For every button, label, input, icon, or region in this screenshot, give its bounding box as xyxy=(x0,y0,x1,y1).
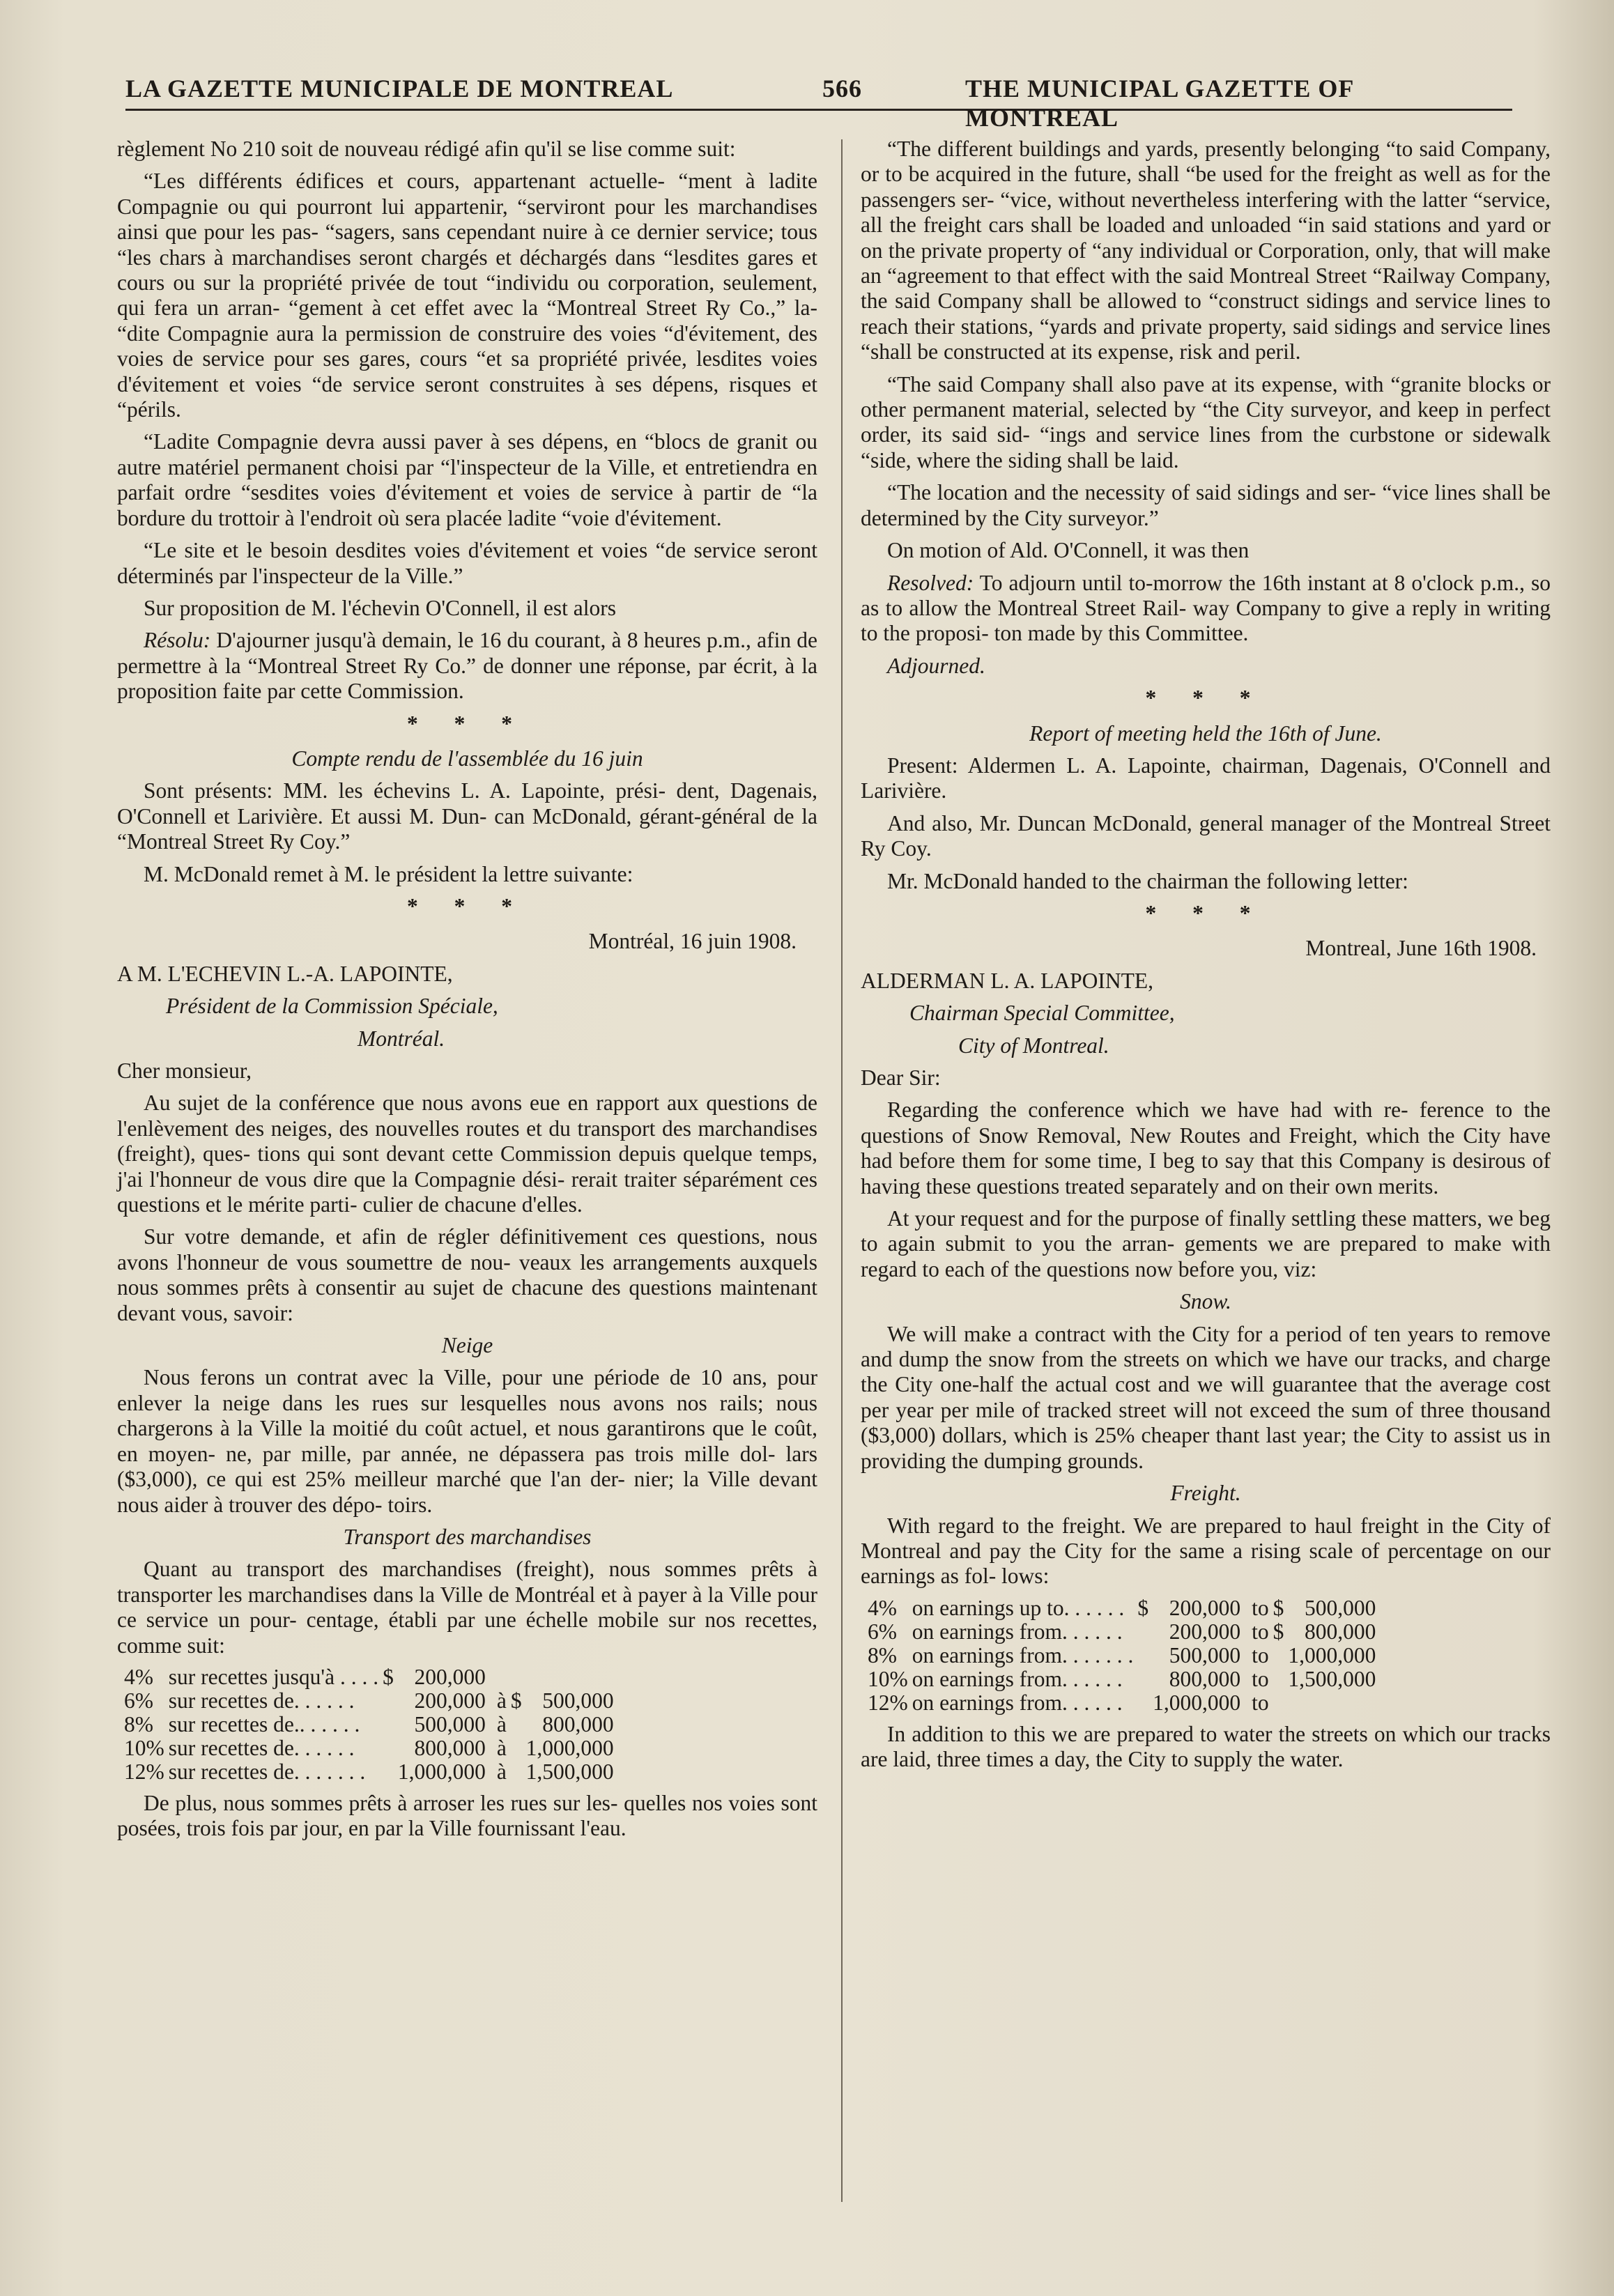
rate-cur: $ xyxy=(1137,1595,1149,1620)
rate-pct: 10% xyxy=(124,1735,164,1760)
rate-sep: to xyxy=(1252,1690,1269,1715)
rate-sep: to xyxy=(1252,1666,1269,1691)
rate-cur2 xyxy=(1273,1644,1289,1667)
paragraph: Mr. McDonald handed to the chairman the following letter: xyxy=(887,868,1408,893)
paragraph: And also, Mr. Duncan McDonald, general manager of the Montreal Street Ry Coy. xyxy=(861,810,1551,861)
paragraph: Present: Aldermen L. A. Lapointe, chairman, Dagenais, O'Connell and Larivière. xyxy=(861,753,1551,803)
rate-pct: 4% xyxy=(868,1595,897,1620)
rate-cur2 xyxy=(511,1665,526,1689)
rate-label: on earnings from. . . . . . xyxy=(912,1666,1123,1691)
resolution-label: Résolu: xyxy=(144,628,211,653)
paragraph: We will make a contract with the City for a period of ten years to remove and dump the snow from the streets on which we have our tracks, and charge the City one-half the actual cost and we will guarantee that the average cost per year per mile of tracked street will not exceed the sum of three thousand ($3,000) dollars, which is 25% cheaper thant last year; the City to assist us in providing the dumping grounds. xyxy=(861,1321,1551,1473)
header-english-title: THE MUNICIPAL GAZETTE OF MONTREAL xyxy=(965,75,1354,132)
rate-to: 1,000,000 xyxy=(1288,1642,1376,1667)
resolution-text: D'ajourner jusqu'à demain, le 16 du courant, à 8 heures p.m., afin de permettre à la “Montreal Street Ry Co.” de donner une réponse, par écrit, à la proposition faite par cette Commission. xyxy=(117,628,817,704)
section-separator: * * * xyxy=(1145,900,1266,925)
rate-from: 200,000 xyxy=(414,1664,486,1689)
paragraph: Quant au transport des marchandises (freight), nous sommes prêts à transporter les marchandises dans la Ville de Montréal et à payer à la Ville pour ce service un pour- centage, établi par une échelle mobile sur nos recettes, comme suit: xyxy=(117,1557,817,1658)
rate-cur xyxy=(383,1713,398,1736)
letter-addressee: ALDERMAN L. A. LAPOINTE, xyxy=(861,968,1153,993)
english-column xyxy=(861,137,1551,1780)
rate-from: 1,000,000 xyxy=(397,1759,486,1784)
rate-to: 500,000 xyxy=(542,1688,614,1713)
section-separator: * * * xyxy=(407,711,528,736)
rate-from: 500,000 xyxy=(414,1711,486,1736)
quoted-paragraph: “The location and the necessity of said sidings and ser- “vice lines shall be determined by the City surveyor.” xyxy=(861,480,1551,530)
rate-cur2: $ xyxy=(1273,1595,1284,1620)
rate-cur xyxy=(383,1760,398,1784)
header-french-title: LA GAZETTE MUNICIPALE DE MONTREAL xyxy=(125,75,674,102)
rate-cur xyxy=(1137,1644,1153,1667)
resolution-label: Resolved: xyxy=(887,570,974,595)
letter-addressee: A M. L'ECHEVIN L.-A. LAPOINTE, xyxy=(117,961,453,986)
rate-sep: à xyxy=(496,1711,507,1736)
rate-from: 1,000,000 xyxy=(1153,1690,1241,1715)
section-separator: * * * xyxy=(1145,686,1266,711)
quoted-paragraph: “Le site et le besoin desdites voies d'évitement et voies “de service seront déterminés par l'inspecteur de la Ville.” xyxy=(117,538,817,588)
paragraph: M. McDonald remet à M. le président la lettre suivante: xyxy=(144,861,633,886)
adjourned-note: Adjourned. xyxy=(887,653,985,678)
column-divider xyxy=(841,139,843,2202)
rate-label: sur recettes de. . . . . . xyxy=(168,1735,355,1760)
resolution xyxy=(117,628,817,704)
rate-cur2 xyxy=(1273,1691,1289,1715)
rate-label: sur recettes jusqu'à . . . . xyxy=(168,1664,379,1689)
rate-sep: to xyxy=(1252,1619,1269,1644)
rate-row xyxy=(124,1665,625,1689)
rate-pct: 12% xyxy=(868,1690,908,1715)
paragraph: Sur votre demande, et afin de régler définitivement ces questions, nous avons l'honneur de vous soumettre de nou- veaux les arrangements auxquels nous sommes prêts à consentir au sujet de chacune des questions maintenant devant vous, savoir: xyxy=(117,1224,817,1325)
letter-addressee-city: Montréal. xyxy=(358,1026,445,1051)
rate-label: on earnings from. . . . . . xyxy=(912,1619,1123,1644)
rate-row xyxy=(124,1736,625,1760)
rate-label: on earnings from. . . . . . . xyxy=(912,1642,1134,1667)
section-heading: Transport des marchandises xyxy=(343,1524,592,1549)
rate-pct: 10% xyxy=(868,1666,908,1691)
rate-pct: 12% xyxy=(124,1759,164,1784)
page-number: 566 xyxy=(822,75,862,102)
paragraph: règlement No 210 soit de nouveau rédigé afin qu'il se lise comme suit: xyxy=(117,137,736,161)
rate-cur2: $ xyxy=(510,1688,522,1713)
rate-sep: à xyxy=(496,1688,507,1713)
rate-row xyxy=(868,1667,1387,1691)
section-heading: Freight. xyxy=(1170,1481,1241,1506)
rate-sep: à xyxy=(496,1759,507,1784)
paragraph: On motion of Ald. O'Connell, it was then xyxy=(887,538,1250,563)
letter-date: Montreal, June 16th 1908. xyxy=(1305,936,1537,961)
quoted-paragraph: “Ladite Compagnie devra aussi paver à ses dépens, en “blocs de granit ou autre matériel permanent choisi par “l'inspecteur de la Ville, et entretiendra en parfait ordre “sesdites voies d'évitement et voies de service à partir de “la bordure du trottoir à l'endroit où sera placée ladite “voie d'évitement. xyxy=(117,429,817,530)
paragraph: De plus, nous sommes prêts à arroser les rues sur les- quelles nos voies sont posées, trois fois par jour, en par la Ville fournissant l'eau. xyxy=(117,1790,817,1841)
quoted-paragraph: “Les différents édifices et cours, appartenant actuelle- “ment à ladite Compagnie ou qui pourront lui appartenir, “serviront pour les marchandises ainsi que pour les pas- “sagers, sans cependant nuire à ce dernier service; tous “les chars à marchandises seront chargés et déchargés dans “lesdites gares et cours ou sur la propriété privée de tout “individu ou corporation, seulement, qui fera un arran- “gement à cet effet avec la “Montreal Street Ry Co.,” la- “dite Compagnie aura la permission de construire des voies “d'évitement, des voies de service pour ses gares, cours “et sa propriété privée, lesdites voies d'évitement et voies “de service seront construites à ses dépens, risques et “périls. xyxy=(117,169,817,422)
rate-cur: $ xyxy=(383,1664,394,1689)
rate-cur2: $ xyxy=(1273,1619,1284,1644)
rate-cur xyxy=(383,1689,398,1713)
paragraph: Sur proposition de M. l'échevin O'Connell, il est alors xyxy=(144,595,617,620)
letter-date: Montréal, 16 juin 1908. xyxy=(588,929,797,954)
rate-pct: 8% xyxy=(868,1642,897,1667)
rate-from: 500,000 xyxy=(1169,1642,1241,1667)
rate-to: 800,000 xyxy=(1304,1619,1376,1644)
paragraph: With regard to the freight. We are prepared to haul freight in the City of Montreal and pay the City for the same a rising scale of percentage on our earnings as fol- lows: xyxy=(861,1513,1551,1589)
paragraph: Nous ferons un contrat avec la Ville, pour une période de 10 ans, pour enlever la neige dans les rues sur lesquelles nous avons nos rails; nous chargerons à la Ville la moitié du coût actuel, et nous garantirons que le coût, en moyen- ne, par mille, par année, ne dépassera pas trois mille dol- lars ($3,000), ce qui est 25% meilleur marché que l'an der- nier; la Ville devant nous aider à trouver des dépo- toirs. xyxy=(117,1365,817,1517)
rate-row xyxy=(868,1691,1387,1715)
rate-to: 500,000 xyxy=(1304,1595,1376,1620)
rate-from: 200,000 xyxy=(414,1688,486,1713)
rate-from: 200,000 xyxy=(1169,1619,1241,1644)
rate-pct: 8% xyxy=(124,1711,153,1736)
rate-label: sur recettes de. . . . . . . xyxy=(168,1759,366,1784)
rate-to xyxy=(526,1665,625,1689)
rate-cur xyxy=(1137,1620,1153,1644)
letter-addressee-title: Président de la Commission Spéciale, xyxy=(166,994,498,1019)
rate-to xyxy=(1288,1691,1387,1715)
letter-salutation: Cher monsieur, xyxy=(117,1058,252,1083)
paragraph: Au sujet de la conférence que nous avons eue en rapport aux questions de l'enlèvement des neiges, des nouvelles routes et du transport des marchandises (freight), ques- tions qui sont devant cette Commission depuis quelque temps, j'ai l'honneur de vous dire que la Compagnie dési- rerait traiter séparément ces questions et le mérite parti- culier de chacune d'elles. xyxy=(117,1091,817,1217)
rate-sep: à xyxy=(496,1735,507,1760)
rate-row xyxy=(124,1713,625,1736)
rate-cur xyxy=(1137,1667,1153,1691)
rate-cur xyxy=(383,1736,398,1760)
paragraph: Regarding the conference which we have had with re- ference to the questions of Snow Removal, New Routes and Freight, which the City have had before them for some time, I beg to say that this Company is desirous of having these questions treated separately and on their own merits. xyxy=(861,1097,1551,1199)
resolution-text: To adjourn until to-morrow the 16th instant at 8 o'clock p.m., so as to allow the Montreal Street Rail- way Company to give a reply in writing to the proposi- ton made by this Committee. xyxy=(861,570,1551,646)
rate-table xyxy=(868,1596,1387,1715)
rate-cur2 xyxy=(511,1736,526,1760)
rate-sep xyxy=(497,1665,511,1689)
quoted-paragraph: “The different buildings and yards, presently belonging “to said Company, or to be acquired in the future, shall “be used for the freight as well as for the passengers ser- “vice, without nevertheless interfering with the latter “service, all the freight cars shall be loaded and unloaded “in said stations and yard or on the private property of “any individual or Corporation, only, that will make an “agreement to that effect with the said Montreal Street “Railway Company, the said Company shall be allowed to “construct sidings and service lines to reach their stations, “yards and private property, said sidings and service lines “shall be constructed at its expense, risk and peril. xyxy=(861,137,1551,364)
rate-pct: 4% xyxy=(124,1664,153,1689)
rate-to: 1,500,000 xyxy=(1288,1666,1376,1691)
rate-pct: 6% xyxy=(124,1688,153,1713)
rate-row xyxy=(124,1760,625,1784)
letter-addressee-title: Chairman Special Committee, xyxy=(909,1001,1175,1026)
rate-to: 800,000 xyxy=(542,1711,614,1736)
paragraph: In addition to this we are prepared to water the streets on which our tracks are laid, three times a day, the City to supply the water. xyxy=(861,1721,1551,1772)
rate-row xyxy=(868,1596,1387,1620)
rate-label: sur recettes de. . . . . . xyxy=(168,1688,355,1713)
rate-cur2 xyxy=(511,1760,526,1784)
rate-sep: to xyxy=(1252,1642,1269,1667)
resolution xyxy=(861,571,1551,647)
section-heading: Neige xyxy=(441,1333,493,1358)
rate-table xyxy=(124,1665,625,1784)
rate-sep: to xyxy=(1252,1595,1269,1620)
rate-row xyxy=(124,1689,625,1713)
rate-cur xyxy=(1137,1691,1153,1715)
quoted-paragraph: “The said Company shall also pave at its expense, with “granite blocks or other permanent material, selected by “the City surveyor, and keep in perfect order, its said sid- “ings and service lines from the curbstone or sidewalk “side, where the siding shall be laid. xyxy=(861,371,1551,472)
section-heading: Snow. xyxy=(1180,1289,1231,1314)
paragraph: At your request and for the purpose of finally settling these matters, we beg to again submit to you the arran- gements we are prepared to make with regard to each of the questions now before you, viz: xyxy=(861,1206,1551,1281)
letter-salutation: Dear Sir: xyxy=(861,1065,941,1090)
letter-addressee-city: City of Montreal. xyxy=(958,1033,1109,1058)
rate-from: 800,000 xyxy=(1169,1666,1241,1691)
paragraph: Sont présents: MM. les échevins L. A. Lapointe, prési- dent, Dagenais, O'Connell et Larivière. Et aussi M. Dun- can McDonald, gérant-général de la “Montreal Street Ry Coy.” xyxy=(117,778,817,854)
section-heading: Report of meeting held the 16th of June. xyxy=(1029,721,1382,746)
section-heading: Compte rendu de l'assemblée du 16 juin xyxy=(291,746,643,771)
page-header xyxy=(125,67,1512,132)
rate-pct: 6% xyxy=(868,1619,897,1644)
rate-label: sur recettes de.. . . . . . xyxy=(168,1711,360,1736)
rate-row xyxy=(868,1620,1387,1644)
rate-label: on earnings up to. . . . . . xyxy=(912,1595,1125,1620)
french-column xyxy=(117,137,817,1849)
section-separator: * * * xyxy=(407,893,528,918)
rate-label: on earnings from. . . . . . xyxy=(912,1690,1123,1715)
rate-to: 1,500,000 xyxy=(525,1759,614,1784)
rate-from: 800,000 xyxy=(414,1735,486,1760)
rate-from: 200,000 xyxy=(1169,1595,1241,1620)
rate-row xyxy=(868,1644,1387,1667)
rate-to: 1,000,000 xyxy=(525,1735,614,1760)
rate-cur2 xyxy=(511,1713,526,1736)
rate-cur2 xyxy=(1273,1667,1289,1691)
